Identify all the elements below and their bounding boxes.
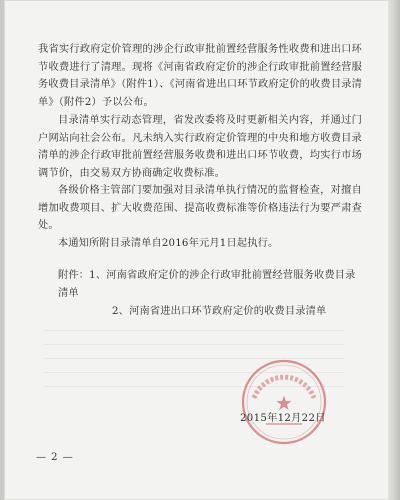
attachment-1: 附件：1、河南省政府定价的涉企行政审批前置经营服务收费目录清单 <box>58 270 356 299</box>
attachment-2: 2、河南省进出口环节政府定价的收费目录清单 <box>112 306 327 317</box>
svg-text:★: ★ <box>275 391 293 415</box>
paragraph-3: 各级价格主管部门要加强对目录清单执行情况的监督检查，对擅自增加收费项目、扩大收费范围、提高收费标准等价格违法行为要严肃查处。 <box>38 185 362 231</box>
paragraph-1: 我省实行政府定价管理的涉企行政审批前置经营服务性收费和进出口环节收费进行了清理。现将《河南省政府定价的涉企行政审批前置经营服务收费目录清单》（附件1）、《河南省进出口环节政府定价的收费目录清单》（附件2）予以公布。 <box>38 44 362 108</box>
paragraph-4: 本通知所附目录清单自2016年元月1日起执行。 <box>58 238 279 249</box>
document-page <box>4 0 394 500</box>
paragraph-2: 目录清单实行动态管理，省发改委将及时更新相关内容，并通过门户网站向社会公布。凡未纳入实行政府定价管理的中央和地方收费目录清单的涉企行政审批前置经营服务收费和进出口环节收费，均实行市场调节价，由交易双方协商确定收费标准。 <box>38 115 362 179</box>
page-edge-shadow <box>388 0 400 500</box>
page-number: — 2 — <box>36 452 74 463</box>
document-date: 2015年12月22日 <box>240 413 326 424</box>
official-seal <box>240 358 328 446</box>
